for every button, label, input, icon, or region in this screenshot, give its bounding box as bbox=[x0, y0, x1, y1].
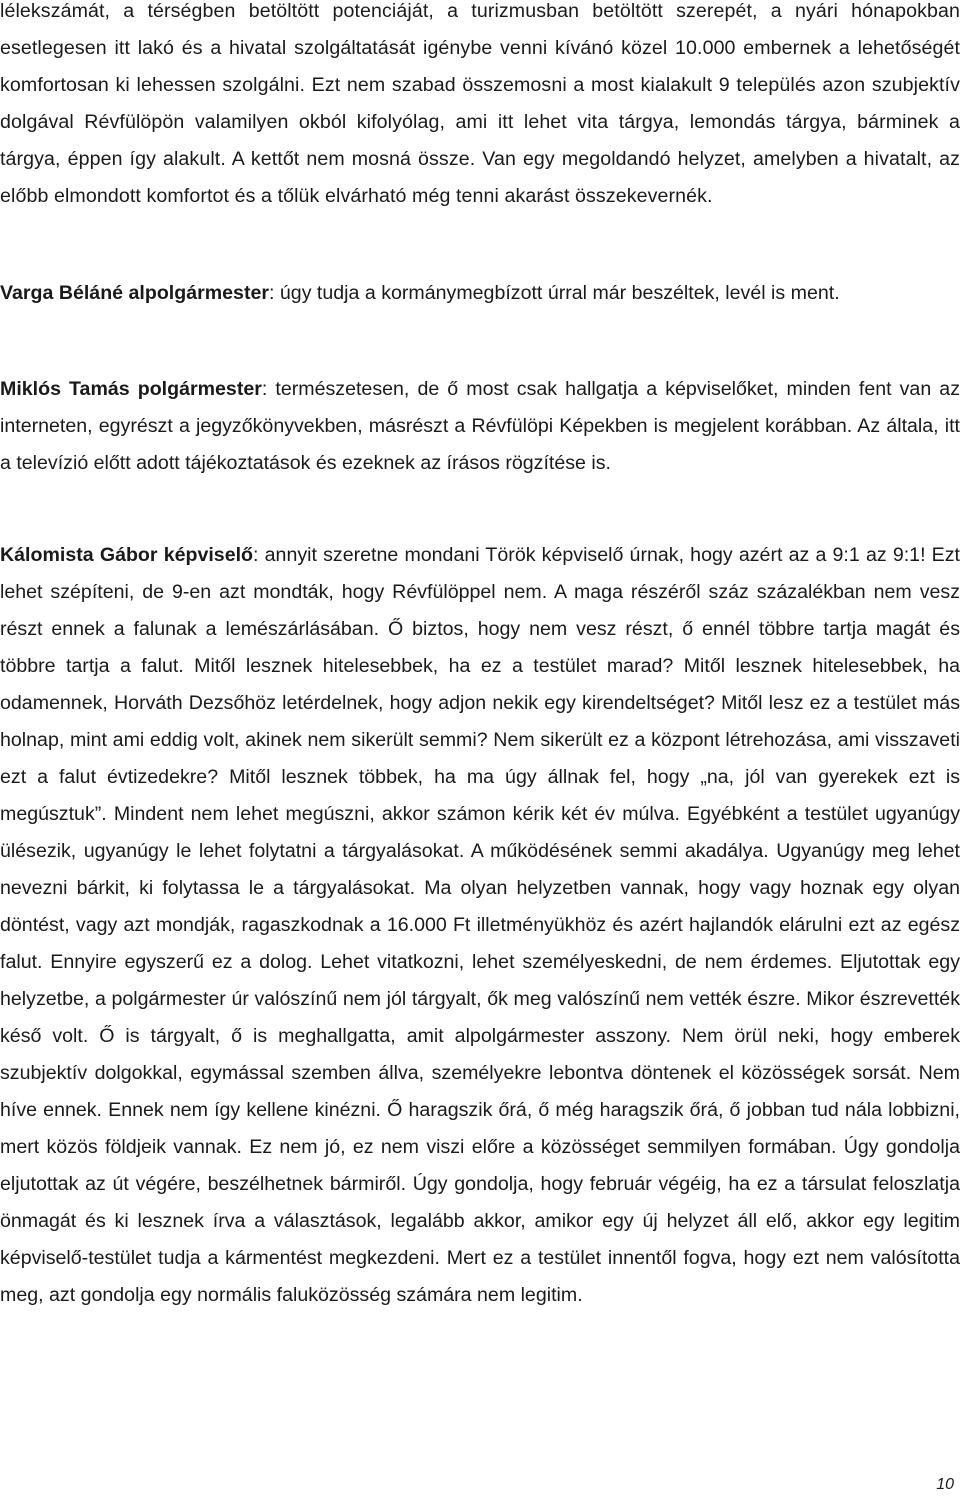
paragraph-miklos bbox=[0, 371, 960, 482]
paragraph-text: úgy tudja a kormánymegbízott úrral már beszéltek, levél is ment. bbox=[274, 282, 840, 304]
speaker-colon: : bbox=[269, 282, 275, 304]
page-number: 10 bbox=[936, 1476, 954, 1493]
paragraph-text: annyit szeretne mondani Török képviselő úrnak, hogy azért az a 9:1 az 9:1! Ezt lehet szépíteni, de 9-en azt mondták, hogy Révfülöppel nem. A maga részéről száz százalékban nem vesz részt ennek a falunak a lemészárlásában. Ő biztos, hogy nem vesz részt, ő ennél többre tartja magát és többre tartja a falut. Mitől lesznek hitelesebbek, ha ez a testület marad? Mitől lesznek hitelesebbek, ha odamennek, Horváth Dezsőhöz letérdelnek, hogy adjon nekik egy kirendeltséget? Mitől lesz ez a testület más holnap, mint ami eddig volt, akinek nem sikerült semmi? Nem sikerült ez a központ létrehozása, ami visszaveti ezt a falut évtizedekre? Mitől lesznek többek, ha ma úgy állnak fel, hogy „na, jól van gyerekek ezt is megúsztuk”. Mindent nem lehet megúszni, akkor számon kérik két év múlva. Egyébként a testület ugyanúgy ülésezik, ugyanúgy le lehet folytatni a tárgyalásokat. A működésének semmi akadálya. Ugyanúgy meg lehet nevezni bárkit, ki folytassa le a tárgyalásokat. Ma olyan helyzetben vannak, hogy vagy hoznak egy olyan döntést, vagy azt mondják, ragaszkodnak a 16.000 Ft illetményükhöz és azért hajlandók elárulni ezt az egész falut. Ennyire egyszerű ez a dolog. Lehet vitatkozni, lehet személyeskedni, de nem érdemes. Eljutottak egy helyzetbe, a polgármester úr valószínű nem jól tárgyalt, ők meg valószínű nem vették észre. Mikor észrevették késő volt. Ő is tárgyalt, ő is meghallgatta, amit alpolgármester asszony. Nem örül neki, hogy emberek szubjektív dolgokkal, egymással szemben állva, személyekre lebontva döntenek el közösségek sorsát. Nem híve ennek. Ennek nem így kellene kinézni. Ő haragszik őrá, ő még haragszik őrá, ő jobban tud nála lobbizni, mert közös földjeik vannak. Ez nem jó, ez nem viszi előre a közösséget semmilyen formában. Úgy gondolja eljutottak az út végére, beszélhetnek bármiről. Úgy gondolja, hogy február végéig, ha ez a társulat feloszlatja önmagát és ki lesznek írva a választások, legalább akkor, amikor egy új helyzet áll elő, akkor egy legitim képviselő-testület tudja a kármentést megkezdeni. Mert ez a testület innentől fogva, hogy ezt nem valósította meg, azt gondolja egy normális faluközösség számára nem legitim. bbox=[0, 544, 960, 1306]
paragraph-varga bbox=[0, 275, 960, 312]
paragraph-kalomista bbox=[0, 537, 960, 1314]
speaker-name: Kálomista Gábor képviselő bbox=[0, 544, 254, 566]
speaker-name: Miklós Tamás polgármester bbox=[0, 378, 262, 400]
speaker-colon: : bbox=[253, 544, 259, 566]
paragraph-continuation bbox=[0, 0, 960, 215]
speaker-colon: : bbox=[261, 378, 268, 400]
paragraph-text: lélekszámát, a térségben betöltött potenciáját, a turizmusban betöltött szerepét, a nyári hónapokban esetlegesen itt lakó és a hivatal szolgáltatását igénybe venni kívánó közel 10.000 embernek a lehetőségét komfortosan ki lehessen szolgálni. Ezt nem szabad összemosni a most kialakult 9 település azon szubjektív dolgával Révfülöpön valamilyen okból kifolyólag, ami itt lehet vita tárgya, lemondás tárgya, bárminek a tárgya, éppen így alakult. A kettőt nem mosná össze. Van egy megoldandó helyzet, amelyben a hivatalt, az előbb elmondott komfortot és a tőlük elvárható még tenni akarást összekevernék. bbox=[0, 0, 960, 207]
speaker-name: Varga Béláné alpolgármester bbox=[0, 282, 269, 304]
paragraph-text: természetesen, de ő most csak hallgatja a képviselőket, minden fent van az interneten, egyrészt a jegyzőkönyvekben, másrészt a Révfülöpi Képekben is megjelent korábban. Az általa, itt a televízió előtt adott tájékoztatások és ezeknek az írásos rögzítése is. bbox=[0, 378, 960, 474]
